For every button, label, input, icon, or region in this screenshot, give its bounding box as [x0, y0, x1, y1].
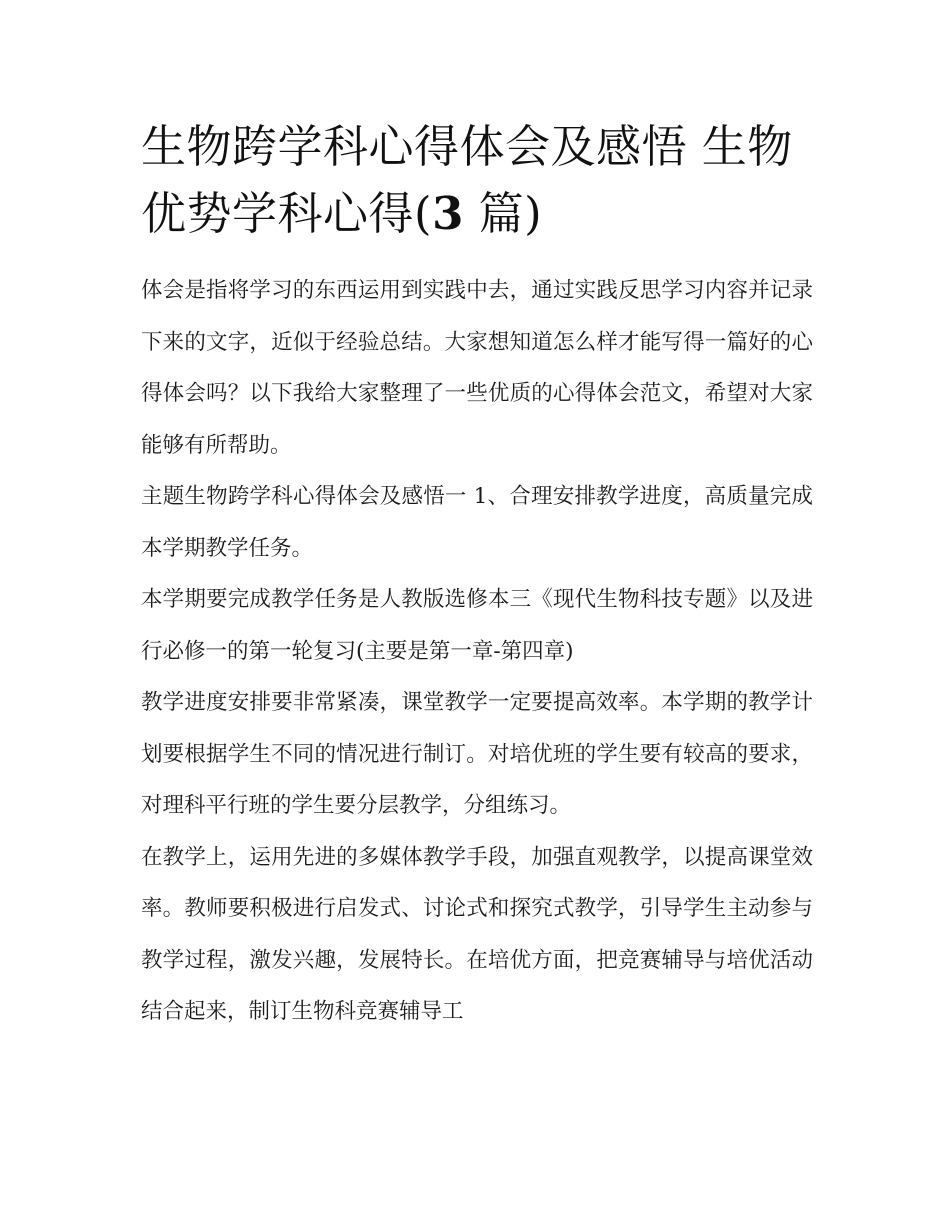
document-body — [141, 113, 813, 1038]
body-paragraph: 教学进度安排要非常紧凑，课堂教学一定要提高效率。本学期的教学计划要根据学生不同的情况进行制订。对培优班的学生要有较高的要求，对理科平行班的学生要分层教学，分组练习。 — [141, 690, 813, 818]
section-heading-paragraph: 主题生物跨学科心得体会及感悟一 1、合理安排教学进度，高质量完成本学期教学任务。 — [141, 484, 813, 561]
title-text-part1: 生物跨学科心得体会及感悟 生物优势学科心得( — [141, 120, 793, 240]
body-paragraph: 本学期要完成教学任务是人教版选修本三《现代生物科技专题》以及进行必修一的第一轮复习(主要是第一章-第四章) — [141, 587, 813, 664]
title-text-part2: 篇) — [463, 187, 543, 240]
title-article-count: 3 — [432, 187, 464, 240]
document-title — [141, 113, 813, 247]
intro-paragraph: 体会是指将学习的东西运用到实践中去，通过实践反思学习内容并记录下来的文字，近似于经验总结。大家想知道怎么样才能写得一篇好的心得体会吗？以下我给大家整理了一些优质的心得体会范文，希望对大家能够有所帮助。 — [141, 278, 813, 458]
body-paragraph: 在教学上，运用先进的多媒体教学手段，加强直观教学，以提高课堂效率。教师要积极进行启发式、讨论式和探究式教学，引导学生主动参与教学过程，激发兴趣，发展特长。在培优方面，把竞赛辅导与培优活动结合起来，制订生物科竞赛辅导工 — [141, 844, 813, 1024]
